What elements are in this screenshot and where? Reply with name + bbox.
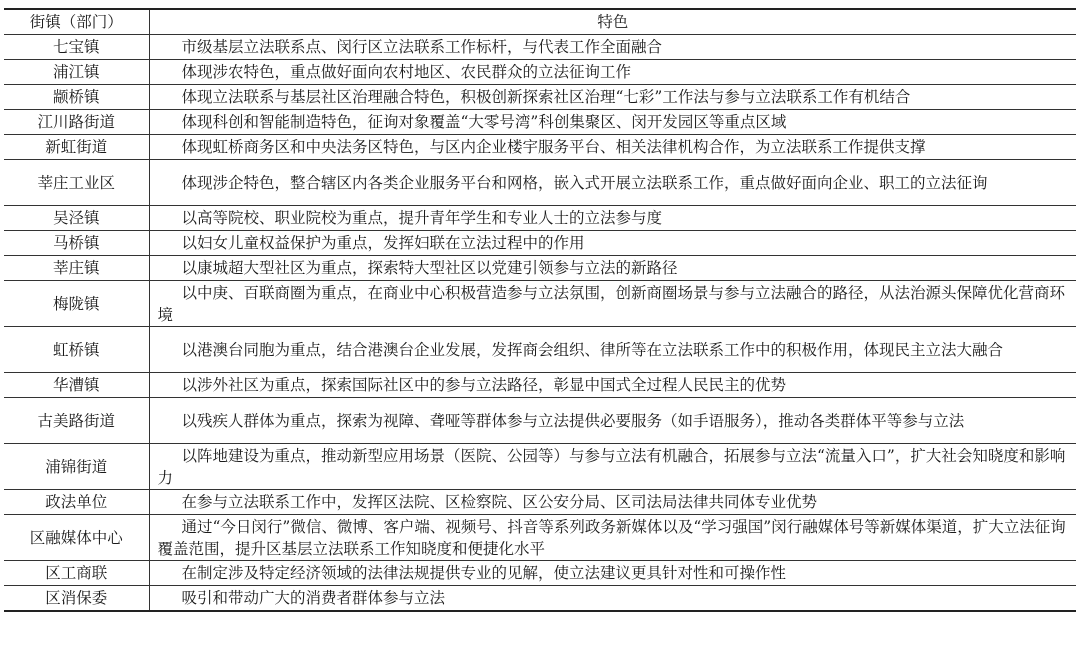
table-row [4, 373, 1076, 398]
table-row [4, 561, 1076, 586]
table-row [4, 85, 1076, 110]
feature-table-container [4, 8, 1076, 612]
table-row [4, 444, 1076, 490]
unit-name-cell: 区消保委 [4, 586, 149, 612]
unit-name-cell: 区融媒体中心 [4, 515, 149, 561]
unit-name-cell: 古美路街道 [4, 398, 149, 444]
unit-name-cell: 政法单位 [4, 490, 149, 515]
feature-description-cell: 吸引和带动广大的消费者群体参与立法 [149, 586, 1076, 612]
feature-description-cell: 以涉外社区为重点，探索国际社区中的参与立法路径，彰显中国式全过程人民民主的优势 [149, 373, 1076, 398]
feature-description-cell: 在参与立法联系工作中，发挥区法院、区检察院、区公安分局、区司法局法律共同体专业优势 [149, 490, 1076, 515]
feature-description-cell: 以康城超大型社区为重点，探索特大型社区以党建引领参与立法的新路径 [149, 256, 1076, 281]
unit-name-cell: 吴泾镇 [4, 206, 149, 231]
unit-name-cell: 莘庄镇 [4, 256, 149, 281]
feature-description-cell: 体现虹桥商务区和中央法务区特色，与区内企业楼宇服务平台、相关法律机构合作，为立法联系工作提供支撑 [149, 135, 1076, 160]
feature-description-cell: 以高等院校、职业院校为重点，提升青年学生和专业人士的立法参与度 [149, 206, 1076, 231]
unit-name-cell: 虹桥镇 [4, 327, 149, 373]
unit-name-cell: 梅陇镇 [4, 281, 149, 327]
feature-description-cell: 以港澳台同胞为重点，结合港澳台企业发展，发挥商会组织、律所等在立法联系工作中的积极作用，体现民主立法大融合 [149, 327, 1076, 373]
table-body [4, 35, 1076, 612]
table-row [4, 281, 1076, 327]
feature-description-cell: 以妇女儿童权益保护为重点，发挥妇联在立法过程中的作用 [149, 231, 1076, 256]
unit-name-cell: 七宝镇 [4, 35, 149, 60]
feature-description-cell: 以阵地建设为重点，推动新型应用场景（医院、公园等）与参与立法有机融合，拓展参与立法“流量入口”，扩大社会知晓度和影响力 [149, 444, 1076, 490]
feature-description-cell: 在制定涉及特定经济领域的法律法规提供专业的见解，使立法建议更具针对性和可操作性 [149, 561, 1076, 586]
unit-name-cell: 浦锦街道 [4, 444, 149, 490]
unit-name-cell: 区工商联 [4, 561, 149, 586]
table-row [4, 135, 1076, 160]
table-row [4, 256, 1076, 281]
feature-description-cell: 市级基层立法联系点、闵行区立法联系工作标杆，与代表工作全面融合 [149, 35, 1076, 60]
column-header-feature: 特色 [149, 9, 1076, 35]
table-row [4, 160, 1076, 206]
unit-name-cell: 华漕镇 [4, 373, 149, 398]
feature-description-cell: 体现涉企特色，整合辖区内各类企业服务平台和网格，嵌入式开展立法联系工作，重点做好面向企业、职工的立法征询 [149, 160, 1076, 206]
table-row [4, 231, 1076, 256]
table-row [4, 60, 1076, 85]
table-row [4, 398, 1076, 444]
feature-description-cell: 以中庚、百联商圈为重点，在商业中心积极营造参与立法氛围，创新商圈场景与参与立法融合的路径，从法治源头保障优化营商环境 [149, 281, 1076, 327]
unit-name-cell: 新虹街道 [4, 135, 149, 160]
column-header-unit: 街镇（部门） [4, 9, 149, 35]
table-row [4, 327, 1076, 373]
feature-description-cell: 以残疾人群体为重点，探索为视障、聋哑等群体参与立法提供必要服务（如手语服务），推动各类群体平等参与立法 [149, 398, 1076, 444]
table-row [4, 515, 1076, 561]
table-row [4, 110, 1076, 135]
table-row [4, 35, 1076, 60]
unit-name-cell: 江川路街道 [4, 110, 149, 135]
feature-description-cell: 体现涉农特色，重点做好面向农村地区、农民群众的立法征询工作 [149, 60, 1076, 85]
feature-description-cell: 通过“今日闵行”微信、微博、客户端、视频号、抖音等系列政务新媒体以及“学习强国”闵行融媒体号等新媒体渠道，扩大立法征询覆盖范围，提升区基层立法联系工作知晓度和便捷化水平 [149, 515, 1076, 561]
table-row [4, 586, 1076, 612]
table-row [4, 206, 1076, 231]
unit-name-cell: 浦江镇 [4, 60, 149, 85]
unit-name-cell: 莘庄工业区 [4, 160, 149, 206]
feature-description-cell: 体现立法联系与基层社区治理融合特色，积极创新探索社区治理“七彩”工作法与参与立法联系工作有机结合 [149, 85, 1076, 110]
unit-name-cell: 马桥镇 [4, 231, 149, 256]
table-row [4, 490, 1076, 515]
unit-name-cell: 颛桥镇 [4, 85, 149, 110]
feature-table [4, 8, 1076, 612]
feature-description-cell: 体现科创和智能制造特色，征询对象覆盖“大零号湾”科创集聚区、闵开发园区等重点区域 [149, 110, 1076, 135]
table-header-row [4, 9, 1076, 35]
